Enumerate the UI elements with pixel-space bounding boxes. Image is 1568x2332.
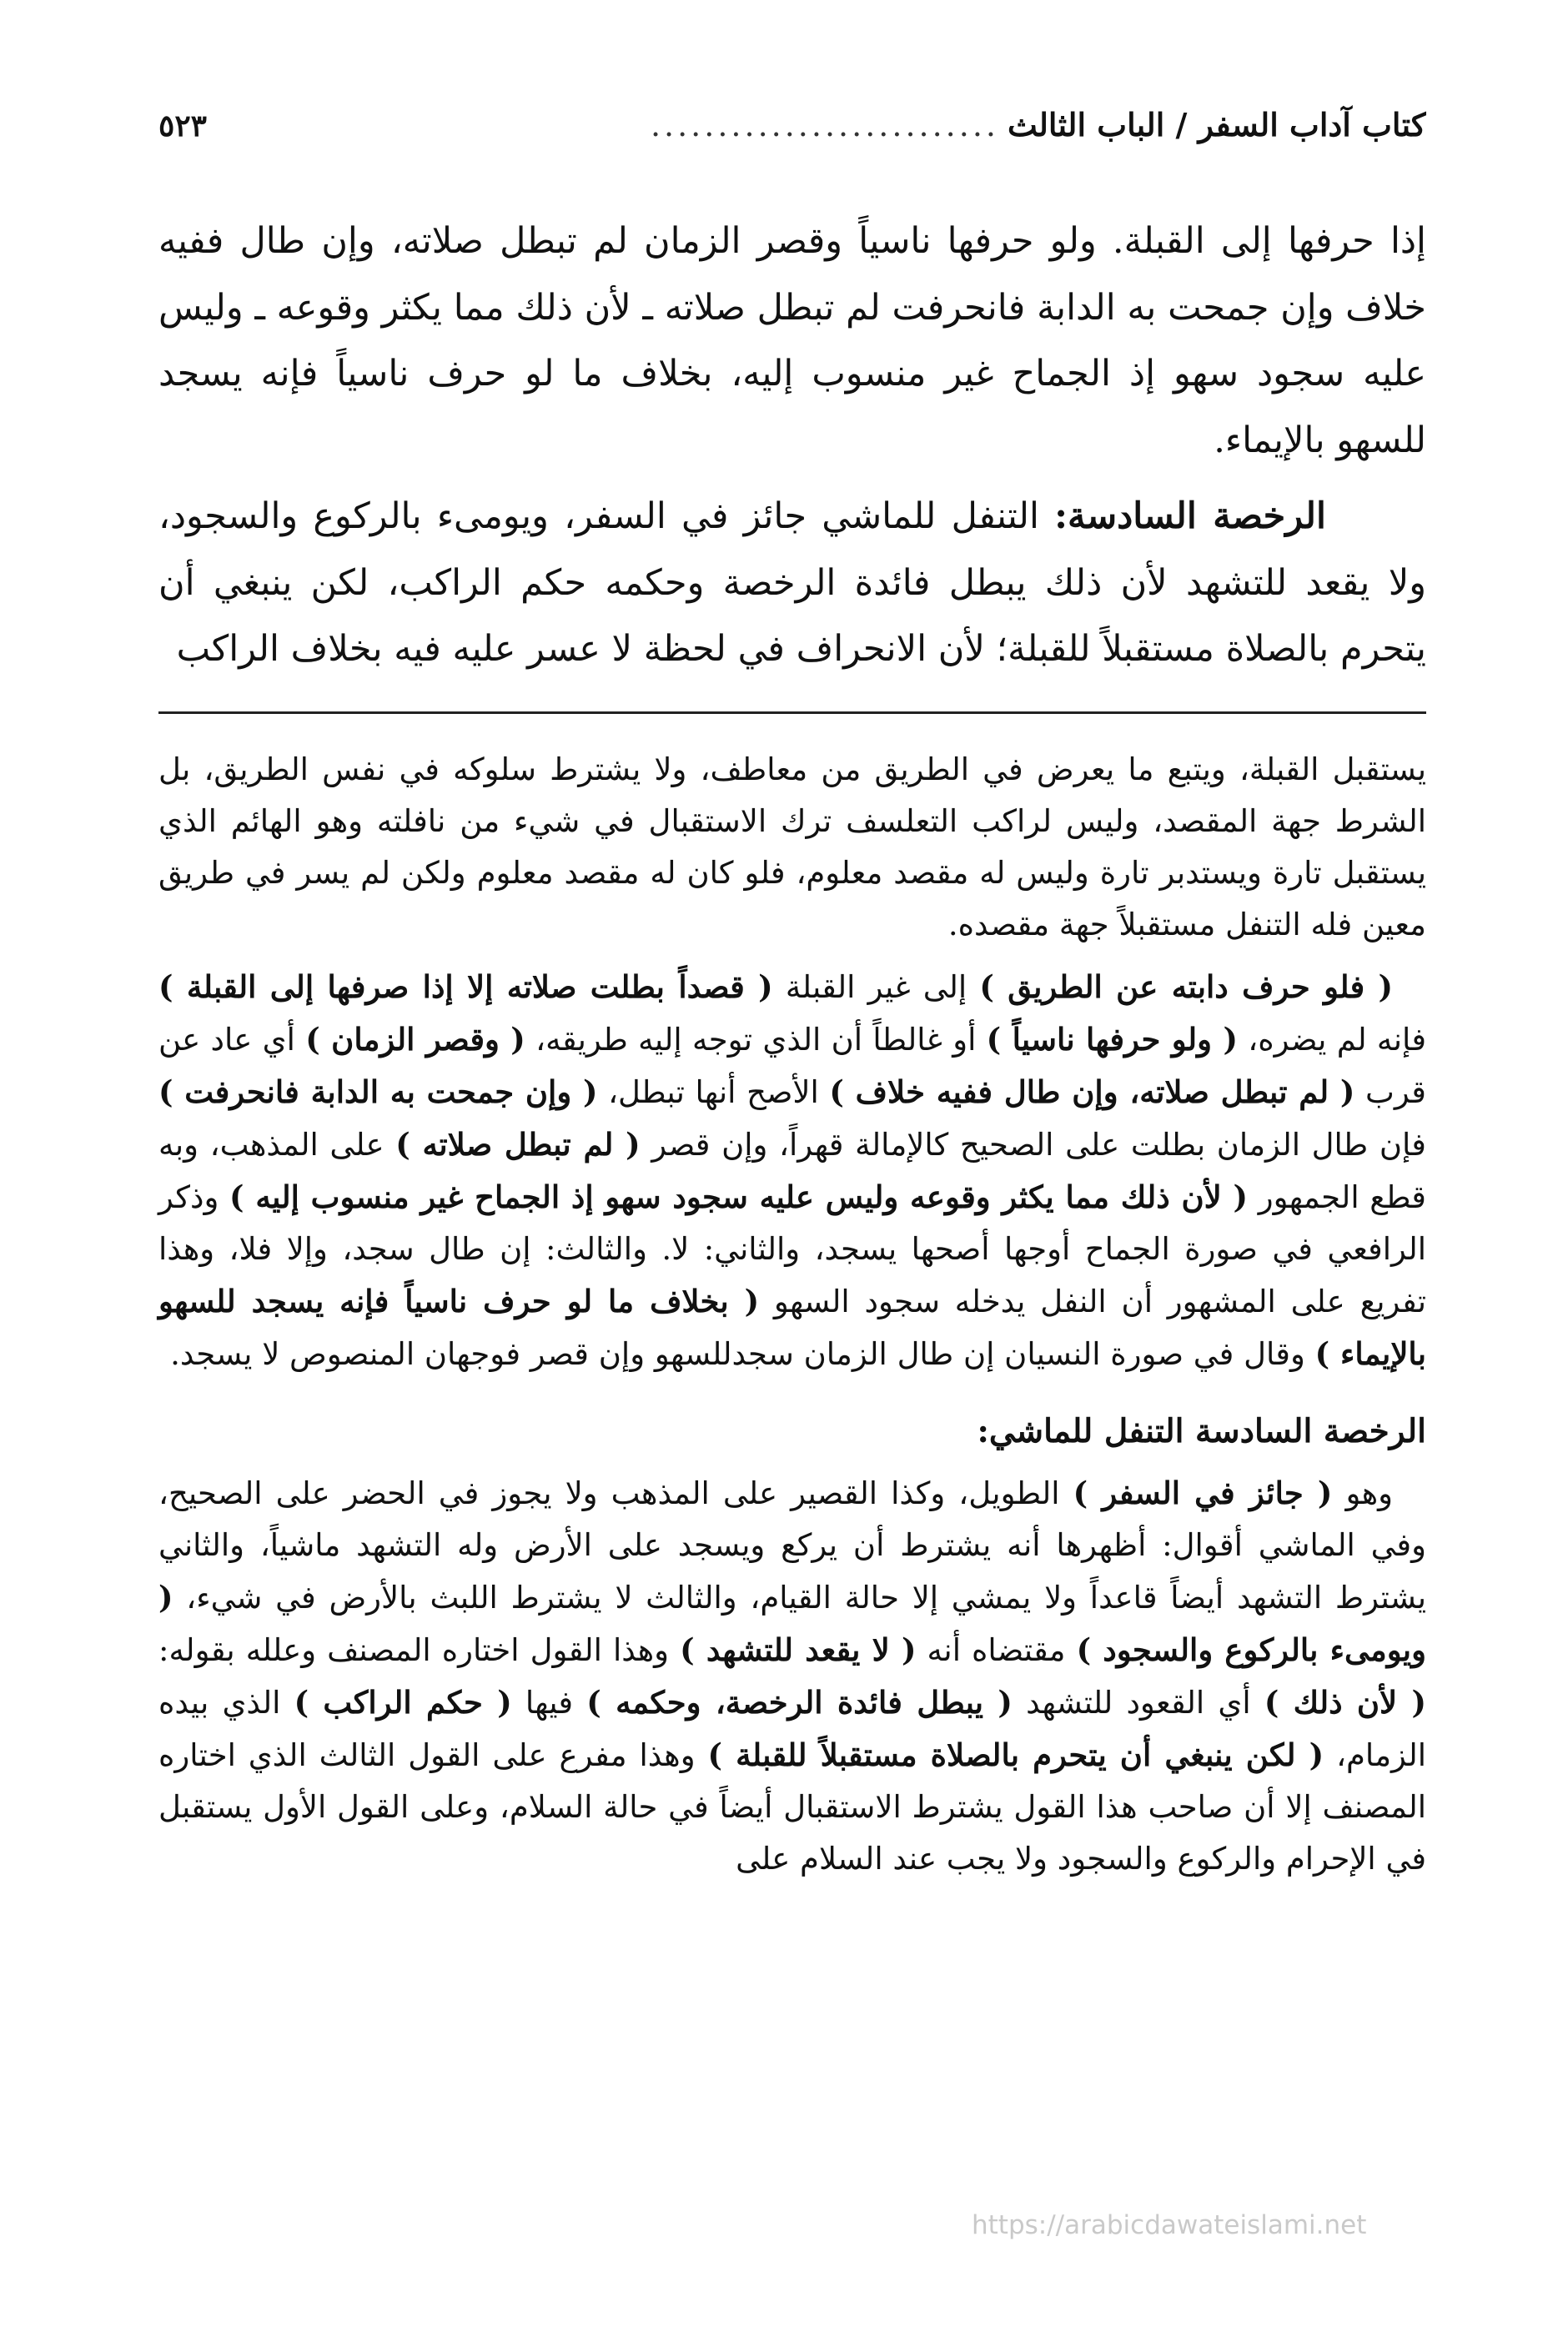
quoted-text: ( وقصر الزمان ): [305, 1020, 525, 1058]
chapter-title: كتاب آداب السفر / الباب الثالث: [1008, 106, 1426, 143]
quoted-text: ( فلو حرف دابته عن الطريق ): [979, 967, 1393, 1005]
quoted-text: ( بخلاف ما لو حرف ناسياً فإنه يسجد للسهو بالإيماء ): [158, 1282, 1426, 1372]
commentary-text-run: وقال في صورة النسيان إن طال الزمان سجدللسهو وإن قصر فوجهان المنصوص لا يسجد.: [170, 1335, 1315, 1372]
page-number: ٥٢٣: [158, 108, 208, 143]
commentary-paragraph: [158, 961, 1426, 1380]
commentary-text: [158, 744, 1426, 1885]
main-text: [158, 209, 1426, 683]
quoted-text: ( يبطل فائدة الرخصة، وحكمه ): [586, 1683, 1013, 1721]
commentary-text-run: على المذهب، وبه قطع الجمهور: [158, 1126, 1426, 1215]
commentary-text-run: أو غالطاً أن الذي توجه إليه طريقه،: [525, 1021, 987, 1058]
commentary-text-run: فإن طال الزمان بطلت على الصحيح كالإمالة قهراً، وإن قصر: [640, 1126, 1426, 1163]
commentary-text-run: وهذا مفرع على القول الثالث الذي اختاره المصنف إلا أن صاحب هذا القول يشترط الاستقبال أيضاً في حالة السلام، وعلى القول الأول يستقبل في الإحرام والركوع والسجود ولا يجب عند السلام على: [158, 1736, 1426, 1877]
quoted-text: ( لم تبطل صلاته، وإن طال ففيه خلاف ): [829, 1073, 1355, 1110]
quoted-text: ( ولو حرفها ناسياً ): [986, 1020, 1238, 1058]
quoted-text: ( لأن ذلك ): [1264, 1683, 1426, 1721]
commentary-text-run: أي القعود للتشهد: [1012, 1684, 1264, 1721]
quoted-text: ( جائز في السفر ): [1073, 1474, 1333, 1511]
quoted-text: ( قصداً بطلت صلاته إلا إذا صرفها إلى القبلة ): [158, 967, 773, 1005]
quoted-text: ( ويومىء بالركوع والسجود ): [158, 1578, 1426, 1668]
main-paragraph: إذا حرفها إلى القبلة. ولو حرفها ناسياً وقصر الزمان لم تبطل صلاته، وإن طال ففيه خلاف وإن جمحت به الدابة فانحرفت لم تبطل صلاته ـ لأن ذلك مما يكثر وقوعه ـ وليس عليه سجود سهو إذ الجماح غير منسوب إليه، بخلاف ما لو حرف ناسياً فإنه يسجد للسهو بالإيماء.: [158, 220, 1426, 461]
commentary-paragraph: يستقبل القبلة، ويتبع ما يعرض في الطريق من معاطف، ولا يشترط سلوكه في نفس الطريق، بل الشرط جهة المقصد، وليس لراكب التعلسف ترك الاستقبال في شيء من نافلته وهو الهائم الذي يستقبل تارة ويستدبر تارة وليس له مقصد معلوم، فلو كان له مقصد معلوم ولكن لم يسر في طريق معين فله التنفل مستقبلاً جهة مقصده.: [158, 751, 1426, 942]
running-header: [158, 100, 1426, 158]
commentary-paragraph: [158, 1467, 1426, 1885]
quoted-text: ( لم تبطل صلاته ): [395, 1125, 641, 1163]
commentary-text-run: فيها: [511, 1684, 587, 1721]
quoted-text: ( لكن ينبغي أن يتحرم بالصلاة مستقبلاً للقبلة ): [707, 1736, 1324, 1773]
quoted-text: ( حكم الراكب ): [294, 1683, 512, 1721]
commentary-text-run: مقتضاه أنه: [916, 1631, 1077, 1668]
commentary-text-run: إلى غير القبلة: [772, 968, 980, 1005]
main-paragraph-text: التنفل للماشي جائز في السفر، ويومىء بالركوع والسجود، ولا يقعد للتشهد لأن ذلك يبطل فائدة الرخصة وحكمه حكم الراكب، لكن ينبغي أن يتحرم بالصلاة مستقبلاً للقبلة؛ لأن الانحراف في لحظة لا عسر عليه فيه بخلاف الراكب: [158, 495, 1426, 670]
commentary-text-run: الطويل، وكذا القصير على المذهب ولا يجوز في الحضر على الصحيح، وفي الماشي أقوال: أظهرها أنه يشترط أن يركع ويسجد على الأرض وله التشهد ماشياً، والثاني يشترط التشهد أيضاً قاعداً ولا يمشي إلا حالة القيام، والثالث لا يشترط اللبث بالأرض في شيء،: [158, 1475, 1426, 1616]
quoted-text: ( وإن جمحت به الدابة فانحرفت ): [158, 1073, 598, 1110]
main-paragraph: [158, 484, 1426, 683]
rukhsa-heading: الرخصة السادسة:: [1054, 495, 1326, 537]
separator-rule: [158, 711, 1426, 714]
commentary-text-run: وهو: [1332, 1475, 1393, 1511]
commentary-text-run: وهذا القول اختاره المصنف وعلله بقوله:: [158, 1631, 681, 1668]
commentary-text-run: فإنه لم يضره،: [1237, 1021, 1427, 1058]
watermark-url: https://arabicdawateislami.net: [972, 2210, 1367, 2240]
quoted-text: ( لا يقعد للتشهد ): [680, 1631, 917, 1668]
commentary-text-run: أي عاد عن قرب: [158, 1021, 1426, 1110]
leader-dots: ..........................: [650, 107, 999, 143]
quoted-text: ( لأن ذلك مما يكثر وقوعه وليس عليه سجود سهو إذ الجماح غير منسوب إليه ): [229, 1178, 1249, 1215]
commentary-text-run: وذكر الرافعي في صورة الجماح أوجها أصحها يسجد، والثاني: لا. والثالث: إن طال سجد، وإلا فلا، وهذا تفريع على المشهور أن النفل يدخله سجود السهو: [158, 1179, 1426, 1319]
commentary-text-run: الذي بيده الزمام،: [158, 1684, 1426, 1773]
document-page: [158, 100, 1426, 2302]
commentary-text-run: الأصح أنها تبطل،: [597, 1073, 830, 1110]
section-subheading: الرخصة السادسة التنفل للماشي:: [977, 1411, 1426, 1450]
